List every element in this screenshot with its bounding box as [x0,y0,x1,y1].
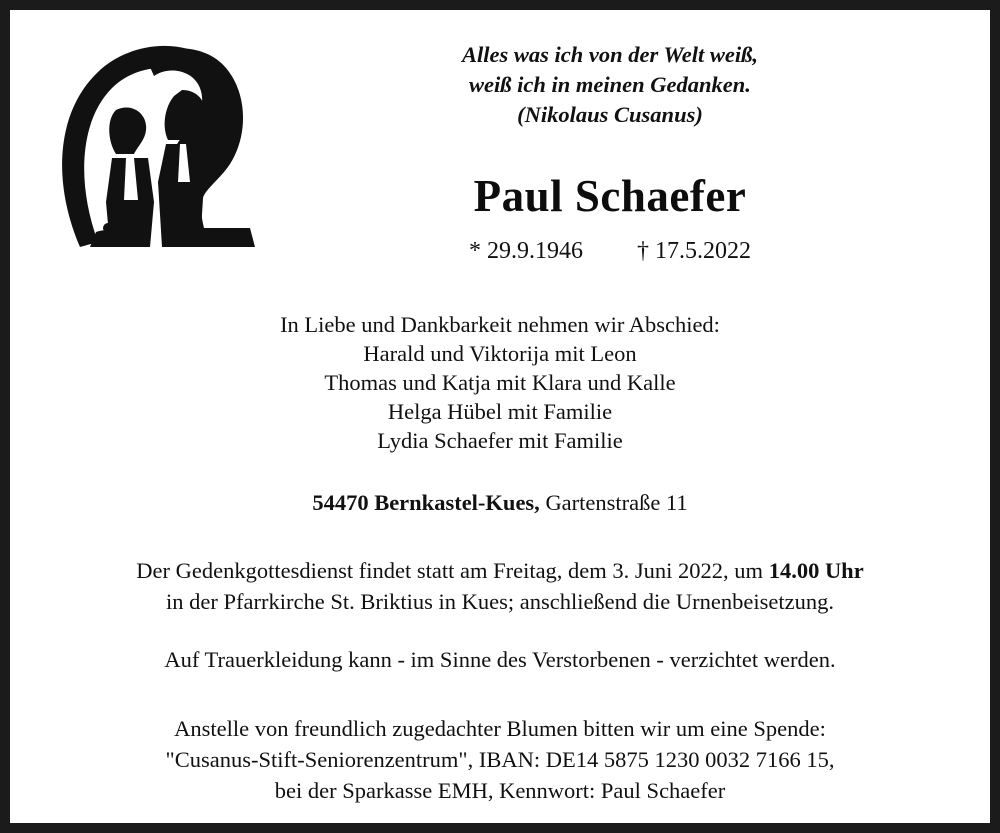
obituary-card [10,10,990,823]
service-block [30,555,970,617]
service-time: 14.00 Uhr [768,558,864,583]
service-line-2: in der Pfarrkirche St. Briktius in Kues; anschließend die Urnenbeisetzung. [166,589,834,614]
family-intro: In Liebe und Dankbarkeit nehmen wir Abschied: [280,312,720,337]
service-line-1 [30,555,970,586]
donation-line-3: bei der Sparkasse EMH, Kennwort: Paul Schaefer [274,778,726,803]
quote-line-2: weiß ich in meinen Gedanken. [469,72,751,97]
address-street: Gartenstraße 11 [539,490,688,515]
donation-line-2: "Cusanus-Stift-Seniorenzentrum", IBAN: DE14 5875 1230 0032 7166 15, [165,747,835,772]
address-city: 54470 Bernkastel-Kues, [312,490,540,515]
service-text: Der Gedenkgottesdienst findet statt am Freitag, dem 3. Juni 2022, um [136,558,769,583]
family-member: Lydia Schaefer mit Familie [377,428,623,453]
address-block [30,488,970,517]
donation-block [30,713,970,806]
birth-date: 29.9.1946 [487,238,583,264]
quote-line-1: Alles was ich von der Welt weiß, [461,42,759,67]
death-symbol: † [637,238,649,264]
birth-symbol: * [469,238,481,264]
family-member: Harald und Viktorija mit Leon [363,341,637,366]
family-member: Thomas und Katja mit Klara und Kalle [324,370,676,395]
death-date: 17.5.2022 [655,238,751,264]
quote-block [280,40,940,130]
mourning-figures-emblem-icon [50,32,260,272]
donation-line-1: Anstelle von freundlich zugedachter Blumen bitten wir um eine Spende: [174,716,826,741]
family-block [30,310,970,455]
quote-line-3: (Nikolaus Cusanus) [517,102,703,127]
dress-code-note: Auf Trauerkleidung kann - im Sinne des Verstorbenen - verzichtet werden. [164,647,836,672]
family-member: Helga Hübel mit Familie [387,399,613,424]
deceased-name: Paul Schaefer [473,171,747,221]
life-dates [260,238,960,265]
